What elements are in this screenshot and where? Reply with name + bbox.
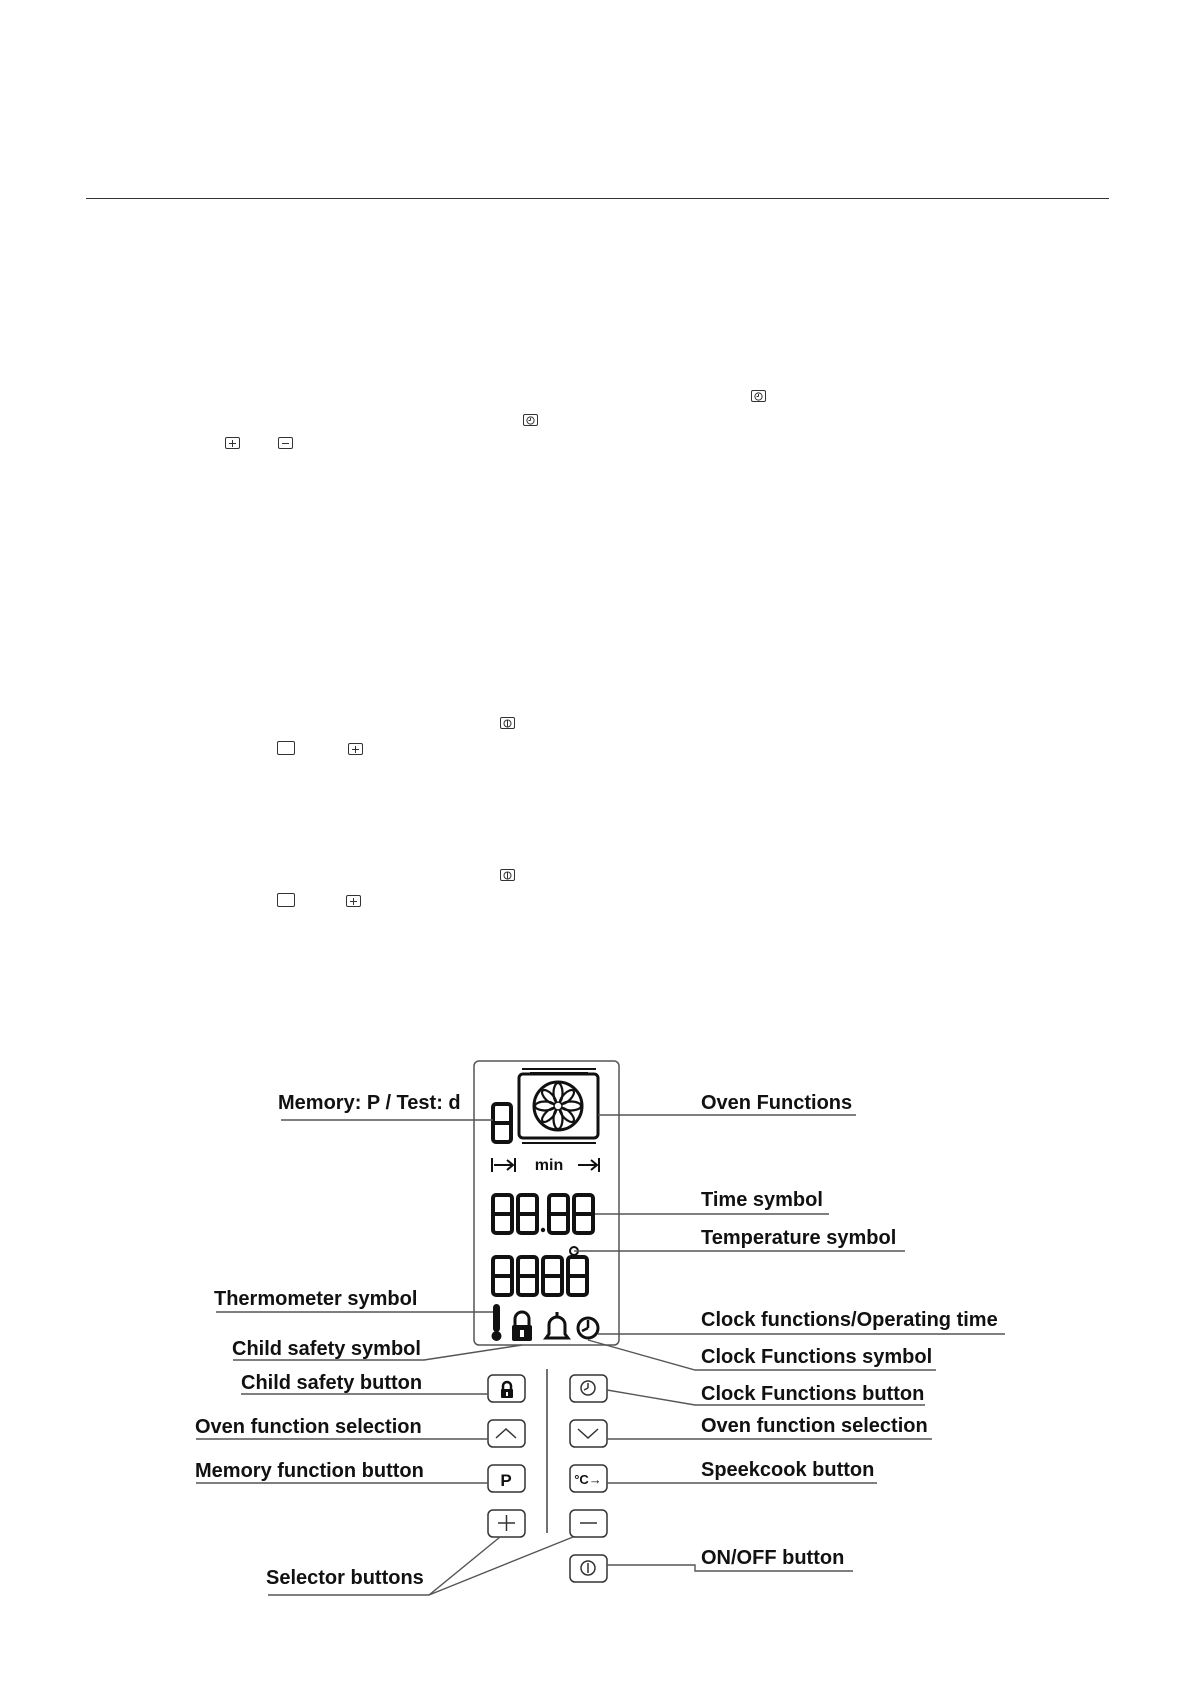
clock-functions-operating-label: Clock functions/Operating time bbox=[701, 1309, 998, 1331]
time-symbol-label: Time symbol bbox=[701, 1189, 823, 1211]
min-label: min bbox=[534, 1157, 564, 1174]
clock-functions-button-label: Clock Functions button bbox=[701, 1383, 925, 1405]
oven-function-selection-right-label: Oven function selection bbox=[701, 1415, 928, 1437]
time-digits bbox=[493, 1195, 593, 1233]
fan-icon bbox=[519, 1069, 598, 1143]
thermometer-symbol-label: Thermometer symbol bbox=[214, 1288, 418, 1310]
down-button bbox=[570, 1420, 607, 1447]
child-safety-button-label: Child safety button bbox=[241, 1372, 423, 1394]
bell-icon bbox=[546, 1312, 568, 1338]
on-off-button-label: ON/OFF button bbox=[701, 1547, 845, 1569]
temp-digits bbox=[493, 1257, 587, 1295]
selector-buttons-label: Selector buttons bbox=[266, 1567, 424, 1589]
child-safety-symbol-label: Child safety symbol bbox=[232, 1338, 421, 1360]
memory-function-button-label: Memory function button bbox=[195, 1460, 424, 1482]
memory-label: Memory: P / Test: d bbox=[278, 1092, 461, 1114]
speekcook-button-label: Speekcook button bbox=[701, 1459, 875, 1481]
clock-icon bbox=[578, 1318, 598, 1338]
speedcook-key-label: °C→ bbox=[574, 1472, 602, 1487]
up-button bbox=[488, 1420, 525, 1447]
memory-key-label: P bbox=[500, 1471, 512, 1490]
clock-functions-symbol-label: Clock Functions symbol bbox=[701, 1346, 933, 1368]
thermometer-icon bbox=[492, 1304, 502, 1341]
oven-functions-label: Oven Functions bbox=[701, 1092, 853, 1114]
oven-function-selection-left-label: Oven function selection bbox=[195, 1416, 422, 1438]
lock-icon bbox=[512, 1312, 532, 1341]
clock-functions-button bbox=[570, 1375, 607, 1402]
temperature-symbol-label: Temperature symbol bbox=[701, 1227, 897, 1249]
